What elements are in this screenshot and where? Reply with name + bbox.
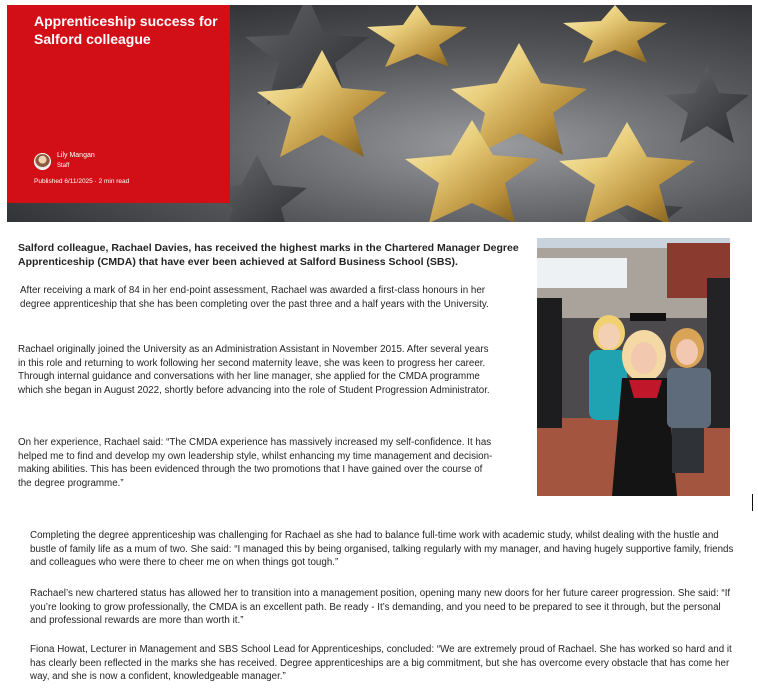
article-paragraph: After receiving a mark of 84 in her end-point assessment, Rachael was awarded a first-class honours in her degree apprenticeship that she has been completing over the past three and a half years with the University. (20, 285, 489, 310)
hero-banner (7, 5, 752, 222)
published-date: Published 6/11/2025 · 2 min read (34, 178, 130, 185)
title-card (7, 5, 230, 203)
article-paragraph: Rachael originally joined the University as an Administration Assistant in November 2015. After several years in this role and returning to work following her second maternity leave, she was keen to progress her career. Through internal guidance and conversations with her line manager, she applied for the CMDA programme which she began in August 2022, shortly before advancing into the role of Student Progression Administrator. (18, 344, 490, 396)
article-paragraph: Fiona Howat, Lecturer in Management and SBS School Lead for Apprenticeships, concluded: “We are extremely proud of Rachael. She has worked so hard and it has clearly been reflected in the marks she has received. Degree apprenticeships are a big commitment, but she has overcome every obstacle that has come her way, and she is now a confident, knowledgeable manager.” (30, 644, 732, 683)
text-cursor (752, 494, 753, 511)
article-paragraph: Completing the degree apprenticeship was challenging for Rachael as she had to balance full-time work with academic study, whilst dealing with the hustle and bustle of family life as a mum of two. She said: “I managed this by being organised, talking regularly with my manager, and having hugely supportive family, friends and colleagues who were there to cheer me on when things got tough.” (30, 530, 734, 569)
author-name[interactable]: Lily Mangan (57, 152, 95, 159)
article-lead: Salford colleague, Rachael Davies, has received the highest marks in the Chartered Manager Degree Apprenticeship (CMDA) that have ever been achieved at Salford Business School (SBS). (18, 242, 519, 268)
author-role: Staff (57, 163, 70, 169)
page-title: Apprenticeship success for Salford colleague (34, 13, 218, 47)
article-paragraph: Rachael’s new chartered status has allowed her to transition into a management position, opening many new doors for her future career progression. She said: “If you’re looking to grow professionally, the CMDA is an excellent path. Be ready - It’s demanding, and you need to be prepared to see it through, but the personal and professional rewards are more than worth it.” (30, 588, 731, 627)
article-paragraph: On her experience, Rachael said: “The CMDA experience has massively increased my self-confidence. It has helped me to find and develop my own leadership style, whilst enhancing my time management and decision-making abilities. This has been evidenced through the two promotions that I have gained over the course of the degree programme.” (18, 437, 493, 489)
avatar[interactable] (34, 153, 51, 170)
graduation-photo (537, 238, 730, 496)
